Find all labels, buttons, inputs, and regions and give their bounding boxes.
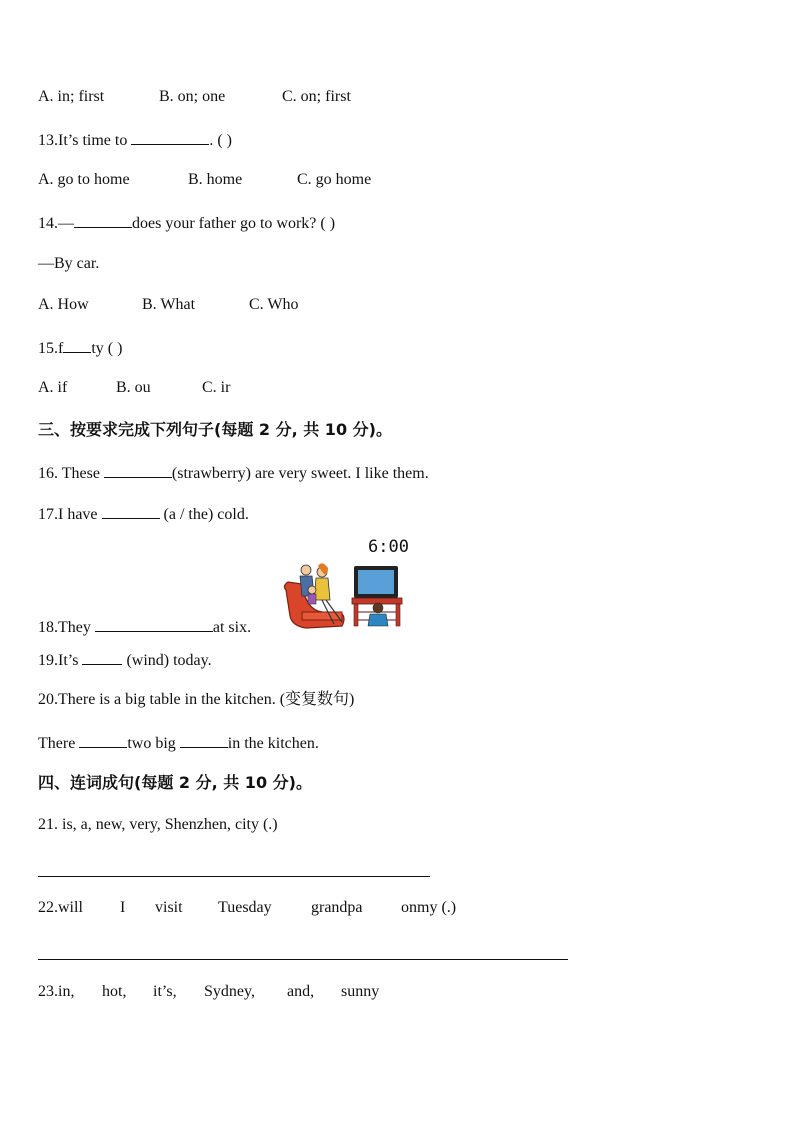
q14-blank[interactable]	[74, 212, 132, 228]
q20-stem: 20.There is a big table in the kitchen. (变复数句)	[38, 691, 355, 708]
q23-word: it’s,	[153, 983, 177, 1000]
q15-bracket: ty ( )	[91, 340, 123, 357]
q23-word: hot,	[102, 983, 127, 1000]
q14-option-c: C. Who	[249, 296, 299, 313]
q20-text-2: two big	[127, 735, 180, 752]
q19-text-after: (wind) today.	[122, 652, 212, 669]
q23-word: 23.in,	[38, 983, 75, 1000]
family-watching-tv-picture	[282, 560, 410, 632]
q18-blank[interactable]	[95, 616, 213, 632]
q18-text-before: 18.They	[38, 619, 95, 636]
q14-question: does your father go to work? ( )	[132, 215, 336, 232]
q12-option-c: C. on; first	[282, 88, 351, 105]
q13-option-c: C. go home	[297, 171, 372, 188]
section3-heading: 三、按要求完成下列句子(每题 2 分, 共 10 分)。	[38, 420, 392, 439]
q17-blank[interactable]	[102, 503, 160, 519]
q20-blank-2[interactable]	[180, 732, 228, 748]
q14-option-b: B. What	[142, 296, 196, 313]
q22-answer-line[interactable]	[38, 959, 568, 960]
q21-words: 21. is, a, new, very, Shenzhen, city (.)	[38, 816, 278, 833]
q15-option-b: B. ou	[116, 379, 151, 396]
q22-words	[38, 898, 456, 918]
q12-option-b: B. on; one	[159, 88, 226, 105]
q13-stem	[38, 129, 232, 151]
q12-option-a: A. in; first	[38, 88, 105, 105]
q17-text-after: (a / the) cold.	[159, 506, 249, 523]
clock-time: 6:00	[368, 537, 409, 557]
q23-words	[38, 982, 379, 1002]
q18	[38, 616, 251, 638]
section4-heading: 四、连词成句(每题 2 分, 共 10 分)。	[38, 773, 312, 792]
q23-word: Sydney,	[204, 983, 255, 1000]
q22-word: grandpa	[311, 899, 363, 916]
q13-options	[38, 170, 371, 190]
q18-text-after: at six.	[212, 619, 252, 636]
q20-answer	[38, 732, 319, 754]
q19	[38, 649, 212, 671]
q17	[38, 503, 249, 525]
q15-options	[38, 378, 230, 398]
q23-word: sunny	[341, 983, 380, 1000]
q15-option-c: C. ir	[202, 379, 231, 396]
q14-stem	[38, 212, 335, 234]
q22-word: Tuesday	[218, 899, 272, 916]
q16	[38, 462, 429, 484]
q14-stem-text: 14.—	[38, 215, 74, 232]
q22-word: 22.will	[38, 899, 83, 916]
q16-text-after: (strawberry) are very sweet. I like them.	[171, 465, 429, 482]
q15-blank[interactable]	[63, 337, 91, 353]
q12-options	[38, 87, 351, 107]
q20-text-3: in the kitchen.	[227, 735, 319, 752]
q13-option-b: B. home	[188, 171, 243, 188]
q22-word: I	[120, 899, 126, 916]
q19-blank[interactable]	[82, 649, 122, 665]
q19-text-before: 19.It’s	[38, 652, 83, 669]
q14-answer: —By car.	[38, 255, 100, 272]
q15-stem	[38, 337, 122, 359]
q22-word: onmy (.)	[401, 899, 457, 916]
q13-stem-text: 13.It’s time to	[38, 132, 132, 149]
q15-option-a: A. if	[38, 379, 68, 396]
q23-word: and,	[287, 983, 315, 1000]
q15-stem-text: 15.f	[38, 340, 64, 357]
q13-bracket: . ( )	[209, 132, 232, 149]
q20-blank-1[interactable]	[79, 732, 127, 748]
q22-word: visit	[155, 899, 183, 916]
q13-option-a: A. go to home	[38, 171, 130, 188]
q21-answer-line[interactable]	[38, 876, 430, 877]
q16-text-before: 16. These	[38, 465, 104, 482]
q14-option-a: A. How	[38, 296, 89, 313]
q20-text-1: There	[38, 735, 80, 752]
q13-blank[interactable]	[131, 129, 209, 145]
q16-blank[interactable]	[104, 462, 172, 478]
q17-text-before: 17.I have	[38, 506, 102, 523]
q14-options	[38, 295, 298, 315]
